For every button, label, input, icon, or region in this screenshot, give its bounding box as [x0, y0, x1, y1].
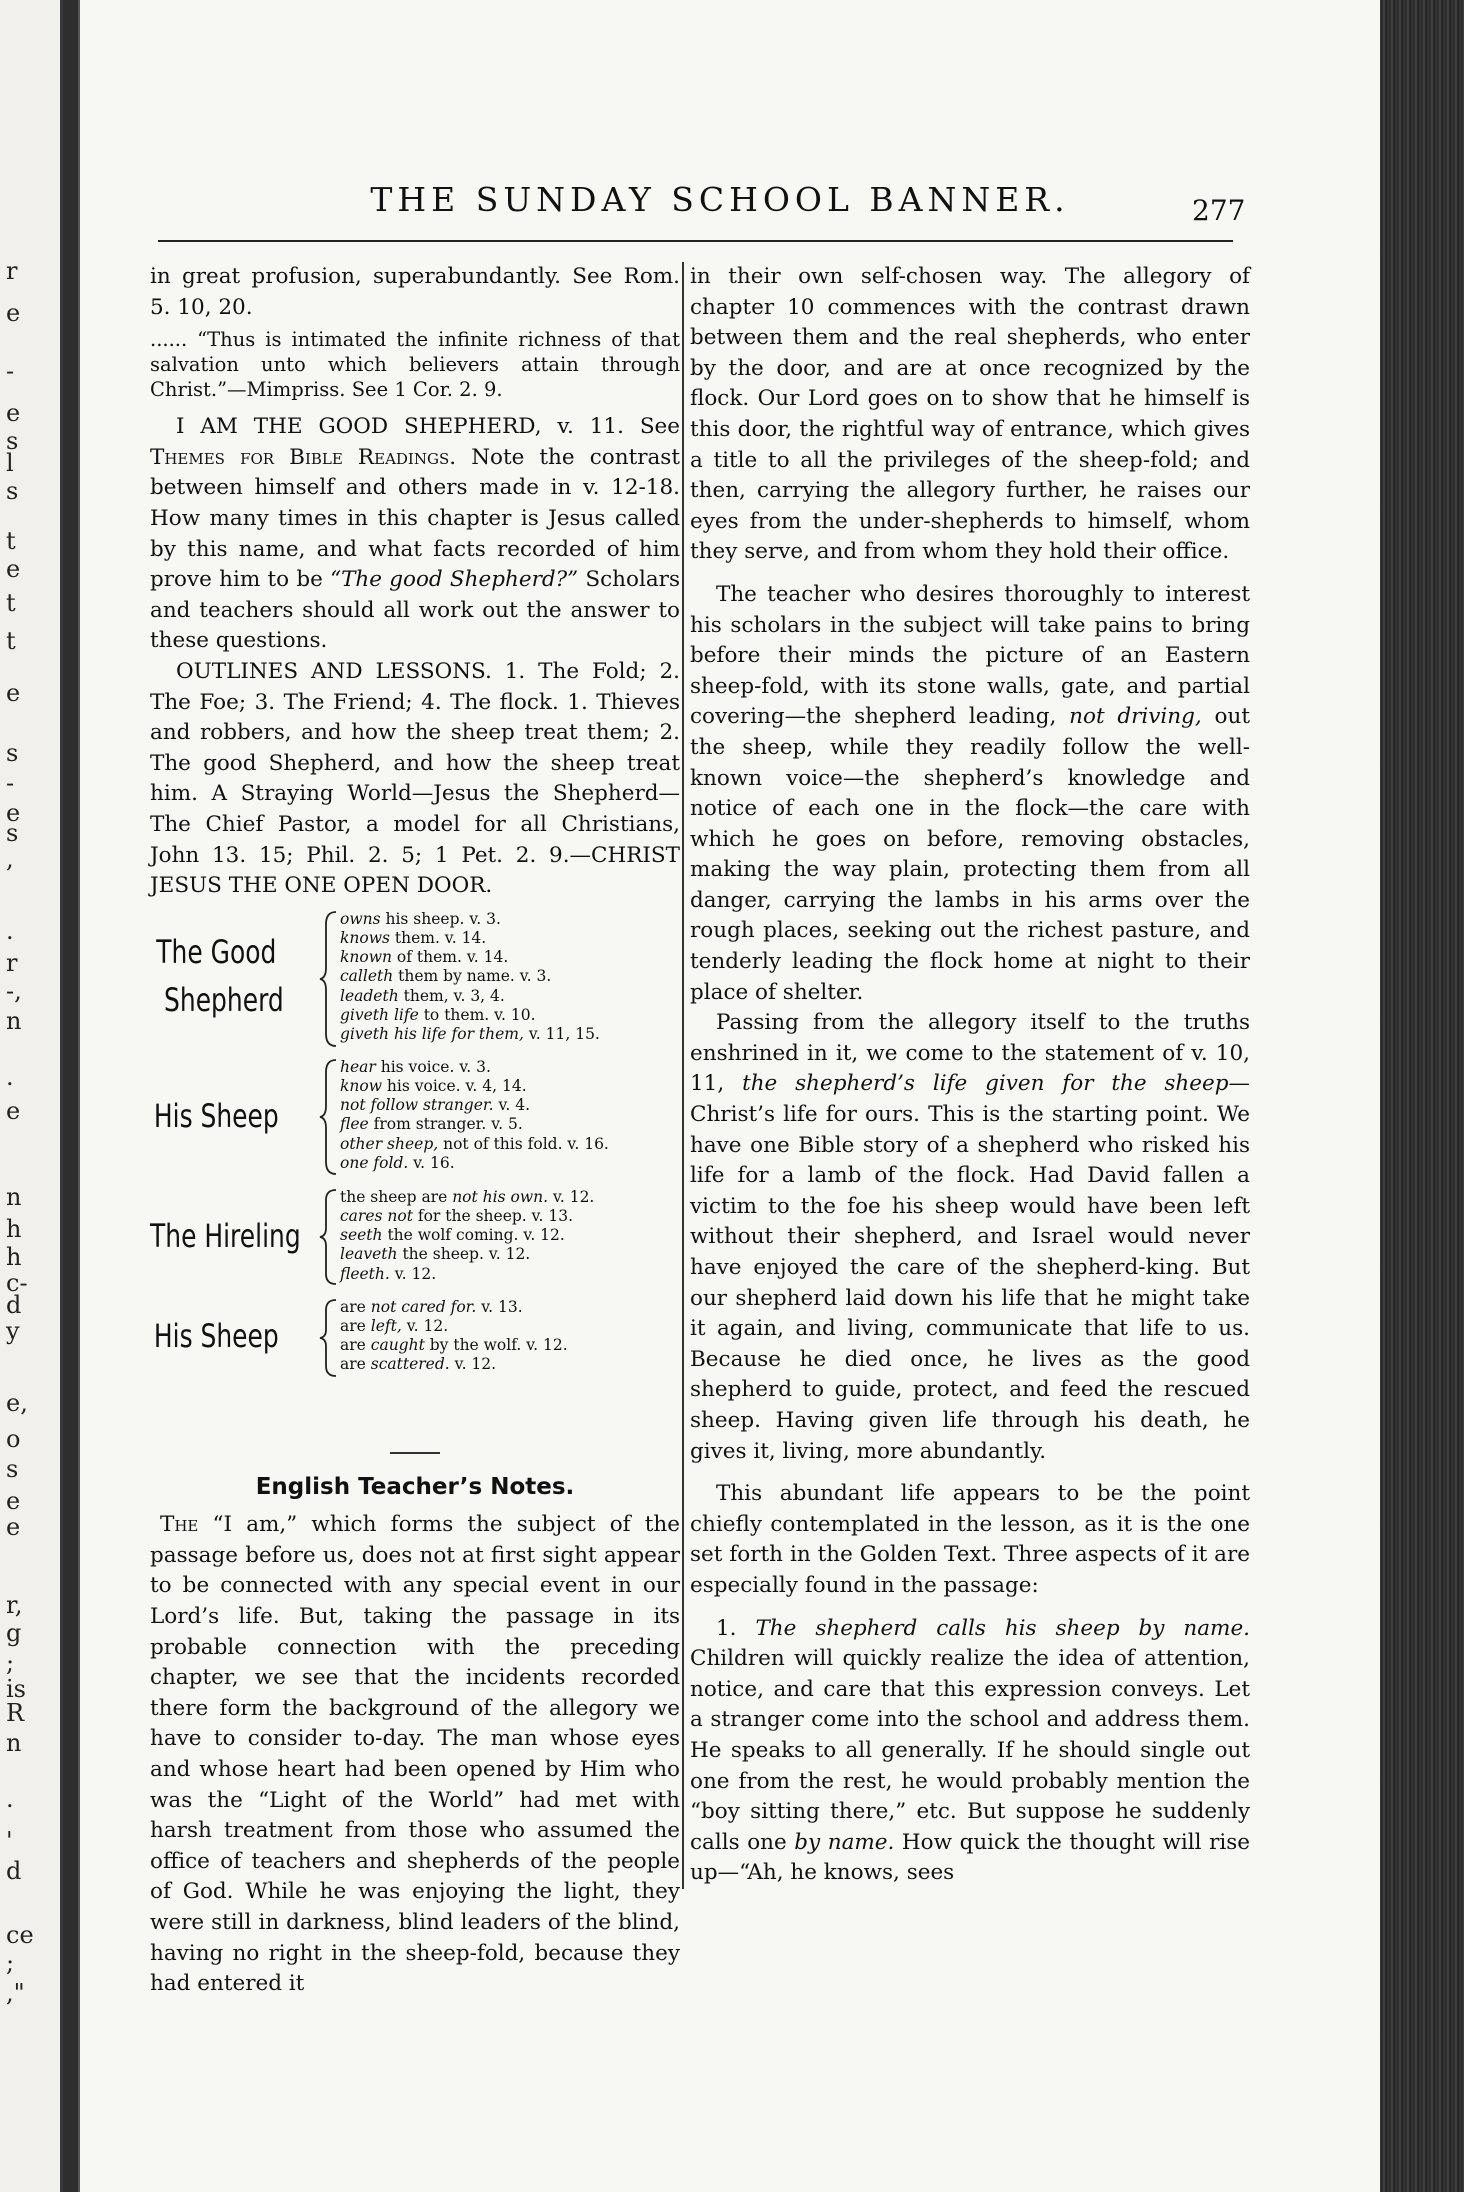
diagram-group-title: His Sheep — [153, 1316, 279, 1355]
diagram-item — [340, 1135, 609, 1154]
diagram-item — [340, 1154, 609, 1173]
previous-page-fragment: , — [6, 845, 14, 873]
header-rule — [158, 240, 1233, 242]
previous-page-fragment: h — [6, 1243, 22, 1271]
previous-page-fragment: d — [6, 1291, 22, 1319]
paragraph: This abundant life appears to be the point chiefly contemplated in the lesson, as it is the one set forth in the Golden Text. Three aspects of it are especially found in the passage: — [690, 1481, 1250, 1598]
diagram-item — [340, 1355, 568, 1374]
reference-text: are — [340, 1316, 371, 1335]
previous-page-fragment: d — [6, 1857, 22, 1885]
diagram-group-his-sheep — [150, 1058, 680, 1178]
diagram-group-his-sheep-scattered — [150, 1298, 680, 1378]
reference-text: v. 12. — [548, 1187, 595, 1206]
reference-text: are — [340, 1355, 371, 1374]
previous-page-fragment: ," — [6, 1979, 25, 2007]
previous-page-fragment: s — [6, 739, 19, 767]
spacer — [690, 568, 1250, 580]
italic-verb: cares not — [340, 1206, 413, 1225]
diagram-item — [340, 1245, 594, 1264]
previous-page-fragment: e — [6, 555, 21, 583]
italic-verb: caught — [370, 1336, 425, 1355]
reference-text: by the wolf. v. 12. — [424, 1336, 568, 1355]
diagram-item — [340, 1115, 609, 1134]
previous-page-fragment: . — [6, 917, 14, 945]
reference-text: not of this fold. v. 16. — [438, 1134, 609, 1153]
reference-text: the sheep. v. 12. — [397, 1245, 531, 1264]
previous-page-fragment: ; — [6, 1649, 15, 1677]
previous-page-fragment: t — [6, 627, 16, 655]
previous-page-fragment: o — [6, 1425, 21, 1453]
paragraph-outlines: OUTLINES AND LESSONS. 1. The Fold; 2. The Foe; 3. The Friend; 4. The flock. 1. Thieves and robbers, and how the sheep treat them; 2. The good Shepherd, and how the sheep treat him. A Straying World—Jesus the Shepherd—The Chief Pastor, a model for all Christians, John 13. 15; Phil. 2. 5; 1 Pet. 2. 9.—CHRIST JESUS THE ONE OPEN DOOR. — [150, 658, 680, 899]
reference-text: are — [340, 1336, 371, 1355]
shepherd-diagram — [150, 910, 680, 1430]
previous-page-fragment: r — [6, 257, 18, 285]
italic-verb: calleth — [340, 967, 394, 986]
diagram-item — [340, 948, 600, 967]
text: out the sheep, while they readily follow the well-known voice—the shepherd’s knowledge and notice of each one in the flock—the care with which he goes on before, removing obstacles, making the way plain, protecting them from all danger, carrying the lambs in his arms over the rough places, seeking out the richest pasture, and tenderly leading the flock home at night to their place of shelter. — [690, 704, 1250, 1005]
paragraph — [690, 1008, 1250, 1467]
previous-page-fragment: ; — [6, 1949, 15, 1977]
previous-page-fragment: e — [6, 799, 21, 827]
reference-text: v. 4. — [493, 1096, 531, 1115]
paragraph — [690, 1614, 1250, 1889]
italic-verb: not cared for. — [370, 1297, 477, 1316]
italic-text: The shepherd calls his sheep by name. — [755, 1615, 1251, 1641]
reference-text: v. 12. — [389, 1264, 437, 1283]
text: The teacher who desires thoroughly to interest his scholars in the subject will take pains to bring before their minds the picture of an Eastern sheep-fold, with its stone walls, gate, and partial covering—the shepherd leading, — [690, 581, 1250, 730]
reference-text: his sheep. v. 3. — [380, 909, 501, 928]
italic-verb: know — [340, 1076, 382, 1095]
previous-page-fragment: is — [6, 1675, 26, 1703]
italic-verb: other sheep, — [340, 1134, 439, 1153]
page-number: 277 — [1192, 194, 1246, 227]
italic-text: not driving, — [1069, 704, 1202, 730]
reference-text: his voice. v. 3. — [375, 1057, 491, 1076]
reference-text: v. 12. — [449, 1355, 497, 1374]
previous-page-fragment: t — [6, 589, 16, 617]
previous-page-fragment: n — [6, 1729, 22, 1757]
italic-verb: not his own. — [452, 1187, 549, 1206]
reference-text: v. 16. — [408, 1153, 455, 1172]
previous-page-fragment: . — [6, 1785, 14, 1813]
previous-page-fragment: y — [6, 1317, 20, 1345]
diagram-item — [340, 967, 600, 986]
previous-page-fragment: s — [6, 1455, 19, 1483]
diagram-group-good-shepherd — [150, 910, 680, 1050]
previous-page-fragment: e — [6, 1097, 21, 1125]
diagram-group-title: The Hireling — [150, 1216, 301, 1255]
mimpriss-quote: ...... “Thus is intimated the infinite richness of that salvation unto which believers attain through Christ.”—Mimpriss. See 1 Cor. 2. 9. — [150, 328, 680, 402]
list-number: 1. — [716, 1615, 737, 1641]
italic-verb: owns — [340, 909, 381, 928]
text: “I am,” which forms the subject of the passage before us, does not at first sight appear to be connected with any special event in our Lord’s life. But, taking the passage in its probable connection with the preceding chapter, we see that the incidents recorded there form the background of the allegory we have to consider to-day. The man whose eyes and whose heart had been opened by Him who was the “Light of the World” had met with harsh treatment from those who assumed the office of teachers and shepherds of the people of God. While he was enjoying the light, they were still in darkness, blind leaders of the blind, having no right in the sheep-fold, because they had entered it — [150, 1512, 680, 1997]
italic-text: “The good Shepherd?” — [330, 567, 579, 593]
previous-page-fragment: r, — [6, 1591, 23, 1619]
diagram-item — [340, 1006, 600, 1025]
italic-verb: flee — [340, 1115, 369, 1134]
paragraph-notes — [150, 1510, 680, 2000]
diagram-items — [340, 910, 600, 1044]
previous-page-fragment: e — [6, 399, 21, 427]
previous-page-fragment: s — [6, 819, 19, 847]
diagram-item — [340, 1096, 609, 1115]
diagram-item — [340, 1058, 609, 1077]
reference-text: his voice. v. 4, 14. — [381, 1076, 527, 1095]
first-word: The — [160, 1512, 199, 1538]
diagram-group-hireling — [150, 1188, 680, 1288]
diagram-item — [340, 1317, 568, 1336]
previous-page-fragment: e — [6, 1513, 21, 1541]
diagram-item — [340, 987, 600, 1006]
reference-text: for the sheep. v. 13. — [412, 1206, 574, 1225]
previous-page-fragment: e — [6, 299, 21, 327]
text: See — [639, 414, 680, 440]
diagram-items — [340, 1298, 568, 1375]
italic-verb: seeth — [340, 1226, 383, 1245]
previous-page-fragment: h — [6, 1215, 22, 1243]
text: I AM THE GOOD SHEPHERD, v. 11. — [176, 414, 624, 440]
reference-text: them. v. 14. — [389, 928, 487, 947]
text: Christ’s life for ours. This is the starting point. We have one Bible story of a shepherd who risked his life for a lamb of the flock. Had David fallen a victim to the foe his sheep would have been left without their shepherd, and Israel would never have enjoyed the care of the shepherd-king. But our shepherd laid down his life that he might take it again, and living, communicate that life to us. Because he died once, he lives as the good shepherd to guide, protect, and feed the rescued sheep. Having given life through his death, he gives it, living, more abundantly. — [690, 1102, 1250, 1464]
paragraph-good-shepherd — [150, 412, 680, 657]
reference-text: to them. v. 10. — [418, 1005, 536, 1024]
diagram-item — [340, 1077, 609, 1096]
title-line: Shepherd — [164, 980, 284, 1019]
diagram-items — [340, 1058, 609, 1173]
previous-page-fragment: ce — [6, 1921, 34, 1949]
title-line: The Good — [156, 932, 277, 971]
reference-text: them by name. v. 3. — [393, 967, 552, 986]
previous-page-text-fragments — [0, 0, 60, 2192]
reference-text: are — [340, 1297, 371, 1316]
diagram-item — [340, 1265, 594, 1284]
diagram-items — [340, 1188, 594, 1284]
running-title: THE SUNDAY SCHOOL BANNER. — [370, 180, 1070, 219]
italic-verb: one fold. — [340, 1153, 409, 1172]
left-column — [150, 262, 680, 2000]
previous-page-fragment: g — [6, 1619, 22, 1647]
diagram-group-title — [150, 928, 283, 1024]
diagram-item — [340, 910, 600, 929]
reference-text: v. 13. — [476, 1297, 523, 1316]
italic-text: by name. — [794, 1829, 895, 1855]
diagram-item — [340, 1025, 600, 1044]
notes-heading: English Teacher’s Notes. — [255, 1473, 575, 1500]
brace — [318, 1188, 340, 1286]
small-caps-reference: Themes for Bible Readings. — [150, 444, 457, 470]
reference-text: v. 11, 15. — [523, 1024, 600, 1043]
italic-verb: not follow stranger. — [340, 1096, 494, 1115]
diagram-item — [340, 1298, 568, 1317]
paragraph: in their own self-chosen way. The allegory of chapter 10 commences with the contrast drawn between them and the real shepherds, who enter by the door, and are at once recognized by the flock. Our Lord goes on to show that he himself is this door, the rightful way of entrance, which gives a title to all the privileges of the sheep-fold; and then, carrying the allegory further, he raises our eyes from the under-shepherds to himself, whom they serve, and from whom they hold their office. — [690, 264, 1250, 565]
previous-page-fragment: s — [6, 427, 19, 455]
previous-page-fragment: -, — [6, 977, 22, 1005]
previous-page-fragment: l — [6, 449, 14, 477]
italic-verb: fleeth. — [340, 1264, 390, 1283]
italic-verb: left, — [370, 1316, 402, 1335]
diagram-item — [340, 1336, 568, 1355]
diagram-group-title: His Sheep — [153, 1096, 279, 1135]
text: Passing from the allegory itself to the truths enshrined in it, we come to the statement of v. 10, 11, — [690, 1010, 1250, 1097]
previous-page-fragment: - — [6, 769, 15, 797]
reference-text: them, v. 3, 4. — [398, 986, 505, 1005]
reference-text: the sheep are — [340, 1187, 453, 1206]
previous-page-fragment: n — [6, 1007, 22, 1035]
book-edge — [1378, 0, 1464, 2192]
italic-verb: leadeth — [340, 986, 399, 1005]
brace — [318, 910, 340, 1048]
reference-text: v. 12. — [401, 1316, 449, 1335]
text: Note the contrast between himself and others made in v. 12-18. How many times in this chapter is Jesus called by this name, and what facts recorded of him prove him to be — [150, 444, 680, 593]
text: How quick the thought will rise up—“Ah, he knows, sees — [690, 1829, 1251, 1886]
previous-page-fragment: ' — [6, 1827, 13, 1855]
previous-page-fragment: R — [6, 1699, 25, 1727]
paragraph: in great profusion, superabundantly. See Rom. 5. 10, 20. — [150, 264, 680, 320]
previous-page-fragment: n — [6, 1183, 22, 1211]
italic-verb: giveth his life for them, — [340, 1024, 524, 1043]
italic-verb: knows — [340, 928, 390, 947]
previous-page-fragment: r — [6, 949, 18, 977]
brace — [318, 1058, 340, 1176]
previous-page-edge — [0, 0, 63, 2192]
reference-text: from stranger. v. 5. — [368, 1115, 523, 1134]
diagram-item — [340, 929, 600, 948]
previous-page-fragment: - — [6, 357, 15, 385]
diagram-item — [340, 1207, 594, 1226]
diagram-item — [340, 1226, 594, 1245]
italic-verb: leaveth — [340, 1245, 398, 1264]
italic-verb: scattered. — [370, 1355, 450, 1374]
previous-page-fragment: t — [6, 527, 16, 555]
spacer — [690, 1467, 1250, 1479]
diagram-item — [340, 1188, 594, 1207]
previous-page-fragment: e — [6, 679, 21, 707]
brace — [318, 1298, 340, 1378]
previous-page-fragment: e — [6, 1487, 21, 1515]
text: Scholars and teachers should all work out the answer to these questions. — [150, 567, 680, 654]
italic-verb: hear — [340, 1057, 376, 1076]
previous-page-fragment: c- — [6, 1269, 28, 1297]
right-column — [682, 262, 1250, 1889]
italic-verb: known — [340, 948, 392, 967]
text: Children will quickly realize the idea of attention, notice, and care that this expression conveys. Let a stranger come into the school and address them. He speaks to all generally. If he should single out one from the rest, he would probably mention the “boy sitting there,” etc. But suppose he suddenly calls one — [690, 1646, 1250, 1855]
previous-page-fragment: s — [6, 477, 19, 505]
previous-page-fragment: . — [6, 1063, 14, 1091]
spacer — [690, 1602, 1250, 1614]
reference-text: the wolf coming. v. 12. — [382, 1226, 565, 1245]
italic-verb: giveth life — [340, 1005, 419, 1024]
italic-text: the shepherd’s life given for the sheep— — [742, 1071, 1250, 1097]
paragraph — [690, 580, 1250, 1008]
reference-text: of them. v. 14. — [391, 948, 509, 967]
section-divider — [390, 1452, 440, 1454]
previous-page-fragment: e, — [6, 1389, 28, 1417]
